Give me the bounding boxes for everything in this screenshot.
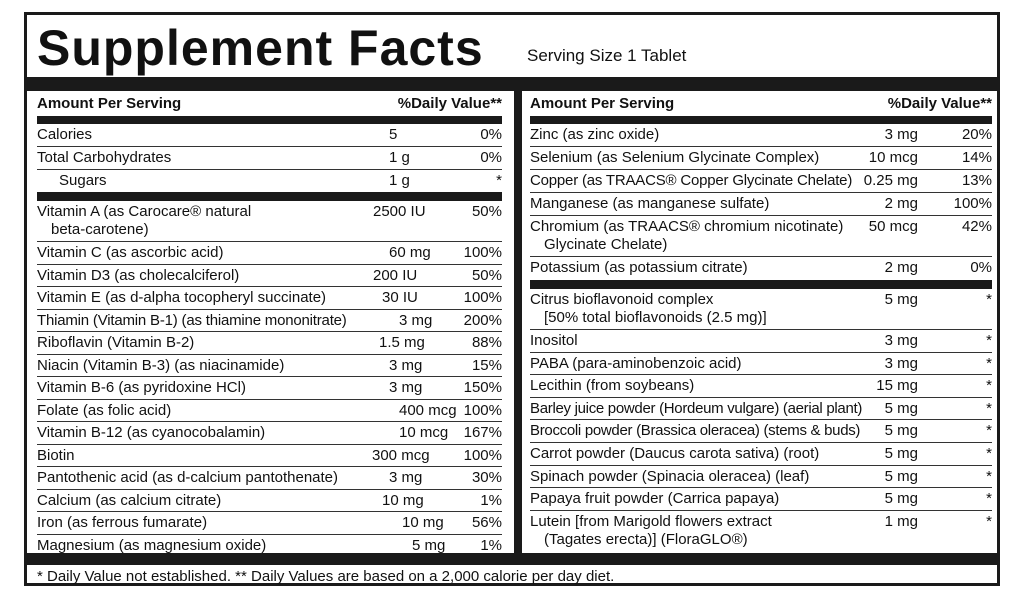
nutrient-row [37,445,502,468]
nutrient-amount: 1 g [389,149,410,166]
nutrient-daily-value: * [986,444,992,462]
nutrient-row [530,147,992,170]
nutrient-row [530,466,992,489]
nutrient-name: Vitamin E (as d-alpha tocopheryl succinate) [37,289,327,306]
nutrient-row [37,124,502,147]
nutrient-amount: 5 mg [884,467,918,485]
nutrient-row [37,332,502,355]
nutrient-daily-value: 88% [471,334,502,351]
daily-value-label: %Daily Value** [887,95,992,112]
nutrient-row [530,375,992,398]
nutrient-name: Barley juice powder (Hordeum vulgare) (aerial plant) [530,399,863,417]
nutrient-row [37,355,502,378]
nutrient-row [530,257,992,280]
nutrient-daily-value: 167% [463,424,502,441]
nutrient-name: Lutein [from Marigold flowers extract (Tagates erecta)] (FloraGLO®) [530,512,772,548]
nutrient-name: Spinach powder (Spinacia oleracea) (leaf) [530,467,810,485]
nutrient-amount: 3 mg [884,354,918,372]
nutrient-name: Lecithin (from soybeans) [530,377,695,395]
nutrient-row [37,310,502,333]
nutrient-row [37,400,502,423]
nutrient-daily-value: 1% [480,536,502,554]
nutrient-name: Riboflavin (Vitamin B-2) [37,334,195,351]
nutrient-row [530,216,992,257]
nutrient-name: Vitamin C (as ascorbic acid) [37,244,224,261]
nutrient-name: Folate (as folic acid) [37,401,172,419]
nutrient-amount: 5 [389,126,398,143]
nutrient-name: Calories [37,126,93,143]
nutrient-daily-value: 1% [480,491,502,509]
amount-per-serving-label: Amount Per Serving [530,95,675,112]
column-divider [514,91,522,553]
nutrient-row [37,265,502,288]
nutrient-amount: 2 mg [884,259,918,276]
nutrient-name: Copper (as TRAACS® Copper Glycinate Chelate) [530,172,853,189]
nutrient-row [37,170,502,192]
nutrient-daily-value: 100% [463,289,502,306]
nutrient-name: Niacin (Vitamin B-3) (as niacinamide) [37,356,285,374]
supplement-facts-panel [24,12,1000,586]
nutrient-row [530,420,992,443]
nutrient-daily-value: 200% [463,311,502,329]
nutrient-row [530,353,992,376]
nutrient-name: Sugars [59,172,107,189]
nutrient-daily-value: * [986,490,992,508]
header-rule [530,116,992,124]
nutrient-daily-value: 100% [463,446,502,464]
nutrient-daily-value: 0% [970,259,992,276]
nutrient-amount: 5 mg [884,490,918,508]
nutrient-amount: 0.25 mg [863,172,918,189]
nutrient-amount: 3 mg [884,126,918,143]
nutrient-daily-value: 100% [463,401,502,419]
nutrient-amount: 10 mg [402,514,444,531]
top-rule [27,77,997,91]
nutrient-daily-value: 100% [953,195,992,212]
nutrient-amount: 5 mg [884,422,918,440]
nutrient-daily-value: 20% [961,126,992,143]
nutrient-row [530,488,992,511]
nutrient-name: Total Carbohydrates [37,149,172,166]
nutrient-amount: 2500 IU [373,203,426,220]
nutrient-daily-value: * [986,399,992,417]
nutrient-name: Magnesium (as magnesium oxide) [37,536,267,554]
nutrient-amount: 15 mg [876,377,918,395]
nutrient-name: Manganese (as manganese sulfate) [530,195,770,212]
nutrient-name: Potassium (as potassium citrate) [530,259,748,276]
nutrient-daily-value: * [986,512,992,530]
nutrient-row [37,467,502,490]
nutrient-amount: 3 mg [399,311,433,329]
right-column [530,91,992,552]
nutrient-daily-value: 150% [463,379,502,396]
nutrient-amount: 1 g [389,172,410,189]
nutrient-daily-value: 0% [480,126,502,143]
nutrient-daily-value: * [986,422,992,440]
nutrient-row [530,289,992,330]
nutrient-row [530,443,992,466]
nutrient-daily-value: 30% [471,469,502,486]
nutrient-row [37,287,502,310]
nutrient-row [37,147,502,170]
header-rule [37,116,502,124]
daily-value-label: %Daily Value** [397,95,502,112]
nutrient-daily-value: 0% [480,149,502,166]
nutrient-name: Selenium (as Selenium Glycinate Complex) [530,149,820,166]
nutrient-amount: 60 mg [389,244,431,261]
right-column-header [530,91,992,116]
nutrient-name: Biotin [37,446,75,464]
nutrient-daily-value: * [986,332,992,349]
nutrient-row [530,193,992,216]
nutrient-amount: 10 mg [382,491,424,509]
nutrient-amount: 200 IU [373,266,418,284]
nutrient-name: Pantothenic acid (as d-calcium pantothenate) [37,469,339,486]
nutrient-amount: 10 mcg [868,149,918,166]
nutrient-daily-value: 15% [471,356,502,374]
nutrient-name: Papaya fruit powder (Carrica papaya) [530,490,780,508]
left-column-header [37,91,502,116]
bottom-rule [27,553,997,565]
nutrient-amount: 300 mcg [372,446,430,464]
nutrient-daily-value: 13% [961,172,992,189]
nutrient-name: Vitamin D3 (as cholecalciferol) [37,266,240,284]
nutrient-row [530,330,992,353]
nutrient-name: Citrus bioflavonoid complex [50% total bioflavonoids (2.5 mg)] [530,291,767,326]
nutrient-name: Vitamin B-12 (as cyanocobalamin) [37,424,266,441]
nutrient-row [37,201,502,242]
serving-size: Serving Size 1 Tablet [527,46,687,65]
nutrient-amount: 2 mg [884,195,918,212]
nutrient-amount: 50 mcg [868,218,918,235]
nutrient-row [530,398,992,421]
nutrient-name: Inositol [530,332,578,349]
nutrient-daily-value: 14% [961,149,992,166]
nutrient-row [530,170,992,193]
panel-title: Supplement Facts [37,20,484,76]
nutrient-amount: 10 mcg [399,424,449,441]
nutrient-amount: 30 IU [382,289,418,306]
nutrient-daily-value: 42% [961,218,992,235]
nutrient-row [37,512,502,535]
nutrient-name: Chromium (as TRAACS® chromium nicotinate) Glycinate Chelate) [530,218,844,253]
nutrient-row [37,490,502,513]
nutrient-name: Iron (as ferrous fumarate) [37,514,208,531]
nutrient-name: Broccoli powder (Brassica oleracea) (stems & buds) [530,422,861,440]
nutrient-row [530,511,992,552]
nutrient-daily-value: * [986,467,992,485]
amount-per-serving-label: Amount Per Serving [37,95,182,112]
nutrient-amount: 3 mg [389,356,423,374]
nutrient-amount: 5 mg [884,291,918,308]
footnote: * Daily Value not established. ** Daily Values are based on a 2,000 calorie per day diet. [37,568,615,585]
nutrient-name: PABA (para-aminobenzoic acid) [530,354,742,372]
nutrient-daily-value: 100% [463,244,502,261]
nutrient-name: Calcium (as calcium citrate) [37,491,222,509]
nutrient-daily-value: * [986,377,992,395]
nutrient-amount: 1 mg [884,512,918,530]
nutrient-daily-value: 50% [471,266,502,284]
nutrient-name: Vitamin B-6 (as pyridoxine HCl) [37,379,246,396]
nutrient-amount: 5 mg [884,444,918,462]
nutrient-row [37,242,502,265]
nutrient-name: Zinc (as zinc oxide) [530,126,660,143]
nutrient-amount: 3 mg [884,332,918,349]
nutrient-amount: 3 mg [389,469,423,486]
nutrient-amount: 3 mg [389,379,423,396]
nutrient-daily-value: 56% [471,514,502,531]
nutrient-row [37,422,502,445]
section-rule [37,192,502,201]
nutrient-daily-value: * [986,291,992,308]
nutrient-name: Vitamin A (as Carocare® natural beta-carotene) [37,203,252,238]
nutrient-daily-value: * [986,354,992,372]
left-column [37,91,502,557]
nutrient-daily-value: * [496,172,502,189]
nutrient-amount: 5 mg [884,399,918,417]
nutrient-row [530,124,992,147]
nutrient-amount: 5 mg [412,536,446,554]
nutrient-amount: 1.5 mg [379,334,425,351]
nutrient-amount: 400 mcg [399,401,457,419]
nutrient-row [37,377,502,400]
nutrient-name: Thiamin (Vitamin B-1) (as thiamine mononitrate) [37,311,347,329]
nutrient-daily-value: 50% [471,203,502,220]
nutrient-name: Carrot powder (Daucus carota sativa) (root) [530,444,820,462]
section-rule [530,280,992,289]
